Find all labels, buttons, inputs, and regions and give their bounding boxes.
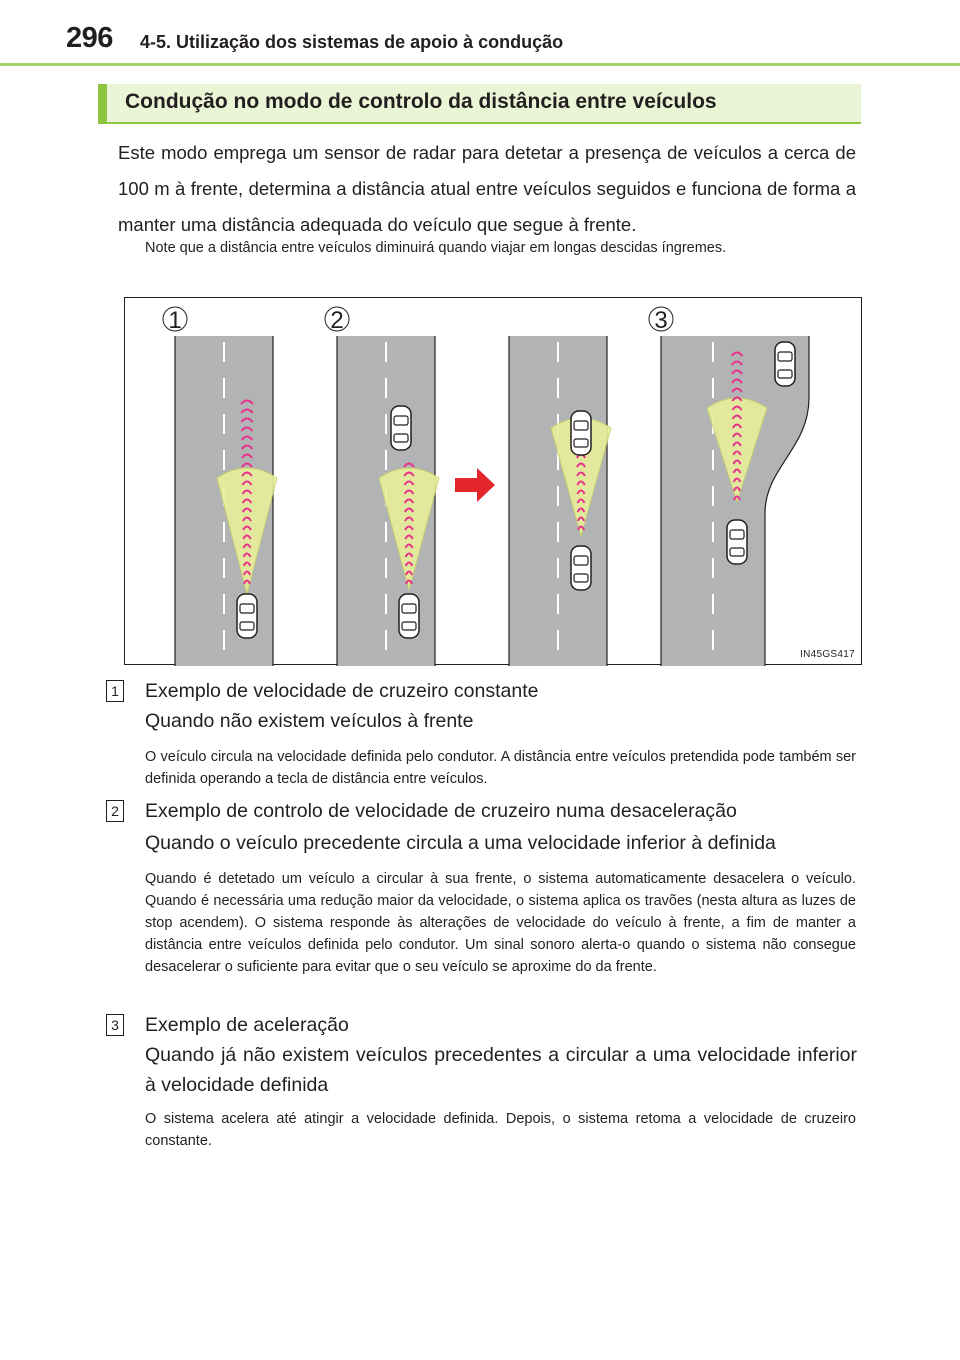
figure-label-2: 2 <box>330 307 344 334</box>
acc-illustration-drawing <box>125 298 863 666</box>
preceding-car-2 <box>391 406 411 450</box>
item-heading: Exemplo de controlo de velocidade de cruzeiro numa desaceleração <box>145 800 737 822</box>
item-heading: Exemplo de velocidade de cruzeiro constante <box>145 680 539 702</box>
item-description: Quando é detetado um veículo a circular à sua frente, o sistema automaticamente desacelera o veículo. Quando é necessária uma redução maior da velocidade, o sistema aplica os travões (nesta altura as luzes de stop acendem). O sistema responde às alterações de velocidade do veículo à frente, a fim de manter a distância entre veículos definida pelo condutor. Um sinal sonoro alerta-o quando o sistema não consegue desacelerar o suficiente para evitar que o seu veículo se aproxime do da frente. <box>145 871 856 975</box>
chapter-title: 4-5. Utilização dos sistemas de apoio à condução <box>140 32 564 52</box>
transition-arrow <box>455 468 495 502</box>
preceding-car-3 <box>571 411 591 455</box>
item-marker: 3 <box>106 1014 124 1036</box>
preceding-car-4-moved <box>775 342 795 386</box>
item-heading: Exemplo de aceleração <box>145 1014 349 1036</box>
item-marker: 1 <box>106 680 124 702</box>
header-rule <box>0 63 960 66</box>
note-paragraph: Note que a distância entre veículos diminuirá quando viajar em longas descidas íngremes. <box>145 240 727 256</box>
item-subheading: Quando já não existem veículos precedentes a circular a uma velocidade inferior à velocidade definida <box>145 1044 857 1096</box>
figure-label-1: 1 <box>168 307 182 334</box>
item-marker: 2 <box>106 800 124 822</box>
section-title: Condução no modo de controlo da distância entre veículos <box>125 90 717 113</box>
page-header <box>0 0 960 66</box>
own-car-3 <box>571 546 591 590</box>
page-number: 296 <box>66 22 113 54</box>
item-subheading: Quando o veículo precedente circula a uma velocidade inferior à definida <box>145 832 776 854</box>
section-underline <box>98 122 861 124</box>
own-car-4 <box>727 520 747 564</box>
acc-illustration <box>124 297 862 665</box>
item-subheading: Quando não existem veículos à frente <box>145 710 474 732</box>
section-heading-bar <box>98 84 861 122</box>
own-car-1 <box>237 594 257 638</box>
figure-label-3: 3 <box>654 307 668 334</box>
intro-paragraph: Este modo emprega um sensor de radar para detetar a presença de veículos a cerca de 100 m à frente, determina a distância atual entre veículos seguidos e funciona de forma a manter uma distância adequada do veículo que segue à frente. <box>118 142 856 235</box>
figure-code: IN45GS417 <box>800 649 855 660</box>
own-car-2 <box>399 594 419 638</box>
item-description: O sistema acelera até atingir a velocidade definida. Depois, o sistema retoma a velocidade de cruzeiro constante. <box>145 1111 856 1149</box>
figure-marker-1 <box>162 306 188 334</box>
item-description: O veículo circula na velocidade definida pelo condutor. A distância entre veículos pretendida pode também ser definida operando a tecla de distância entre veículos. <box>145 749 856 787</box>
